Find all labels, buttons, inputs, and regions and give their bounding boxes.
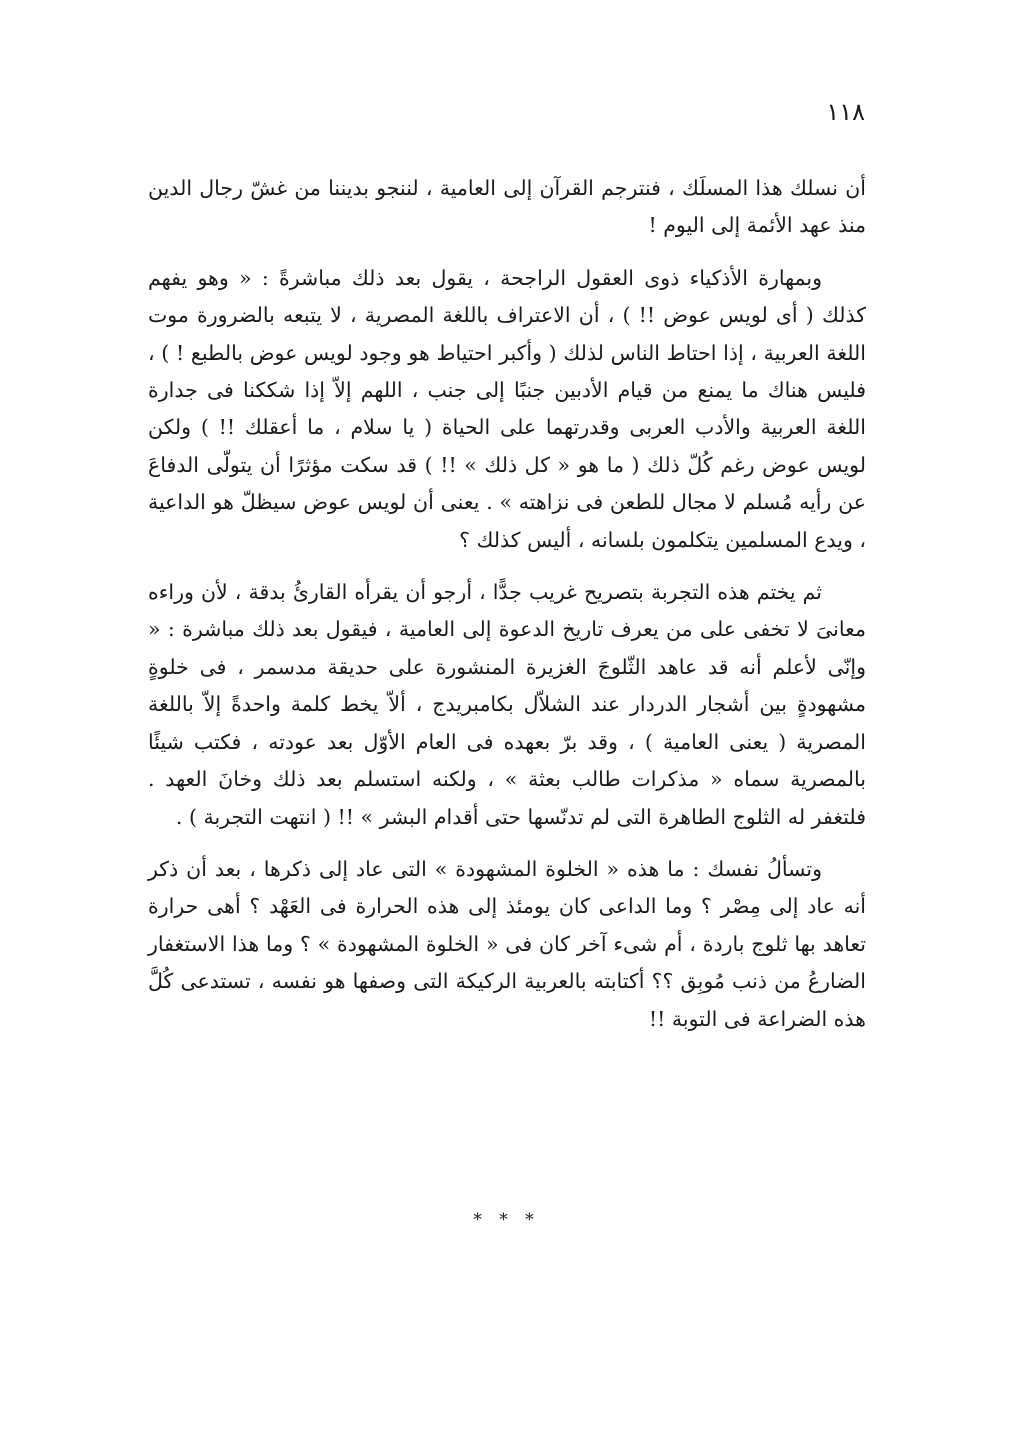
page-number: ١١٨ (826, 98, 865, 126)
paragraph-3: ثم يختم هذه التجربة بتصريح غريب جدًّا ، أرجو أن يقرأه القارئُ بدقة ، لأن وراءه معانىَ لا تخفى على من يعرف تاريخ الدعوة إلى العامية ، فيقول بعد ذلك مباشرة : « وإنّى لأعلم أنه قد عاهد الثّلوجَ الغزيرة المنشورة على حديقة مدسمر ، فى خلوةٍ مشهودةٍ بين أشجار الدردار عند الشلاّل بكامبريدج ، ألاّ يخط كلمة واحدةً إلاّ باللغة المصرية ( يعنى العامية ) ، وقد برّ بعهده فى العام الأوّل بعد عودته ، فكتب شيئًا بالمصرية سماه « مذكرات طالب بعثة » ، ولكنه استسلم بعد ذلك وخانَ العهد . فلتغفر له الثلوج الطاهرة التى لم تدنّسها حتى أقدام البشر » !! ( انتهت التجربة ) . (148, 580, 866, 829)
paragraph-2: وبمهارة الأذكياء ذوى العقول الراجحة ، يقول بعد ذلك مباشرةً : « وهو يفهم كذلك ( أى لويس عوض !! ) ، أن الاعتراف باللغة المصرية ، لا يتبعه بالضرورة موت اللغة العربية ، إذا احتاط الناس لذلك ( وأكبر احتياط هو وجود لويس عوض بالطبع ! ) ، فليس هناك ما يمنع من قيام الأدبين جنبًا إلى جنب ، اللهم إلاّ إذا شككنا فى جدارة اللغة العربية والأدب العربى وقدرتهما على الحياة ( يا سلام ، ما أعقلك !! ) ولكن لويس عوض رغم كُلّ ذلك ( ما هو « كل ذلك » !! ) قد سكت مؤثرًا أن يتولّى الدفاعَ عن رأيه مُسلم لا مجال للطعن فى نزاهته » . يعنى أن لويس عوض سيظلّ هو الداعية ، ويدع المسلمين يتكلمون بلسانه ، أليس كذلك ؟ (148, 265, 866, 552)
paragraph-4: وتسألُ نفسك : ما هذه « الخلوة المشهودة » التى عاد إلى ذكرها ، بعد أن ذكر أنه عاد إلى مِصْر ؟ وما الداعى كان يومئذ إلى هذه الحرارة فى العَهْد ؟ أهى حرارة تعاهد بها ثلوج باردة ، أم شىء آخر كان فى « الخلوة المشهودة » ؟ وما هذا الاستغفار الضارعُ من ذنب مُوبِق ؟؟ أكتابته بالعربية الركيكة التى وصفها هو نفسه ، تستدعى كُلَّ هذه الضراعة فى التوبة !! (148, 856, 866, 1031)
body-text (148, 170, 866, 1038)
section-separator: * * * (473, 1210, 540, 1230)
paragraph-1: أن نسلك هذا المسلَك ، فنترجم القرآن إلى العامية ، لننجو بديننا من غشّ رجال الدين منذ عهد الأئمة إلى اليوم ! (148, 176, 866, 238)
